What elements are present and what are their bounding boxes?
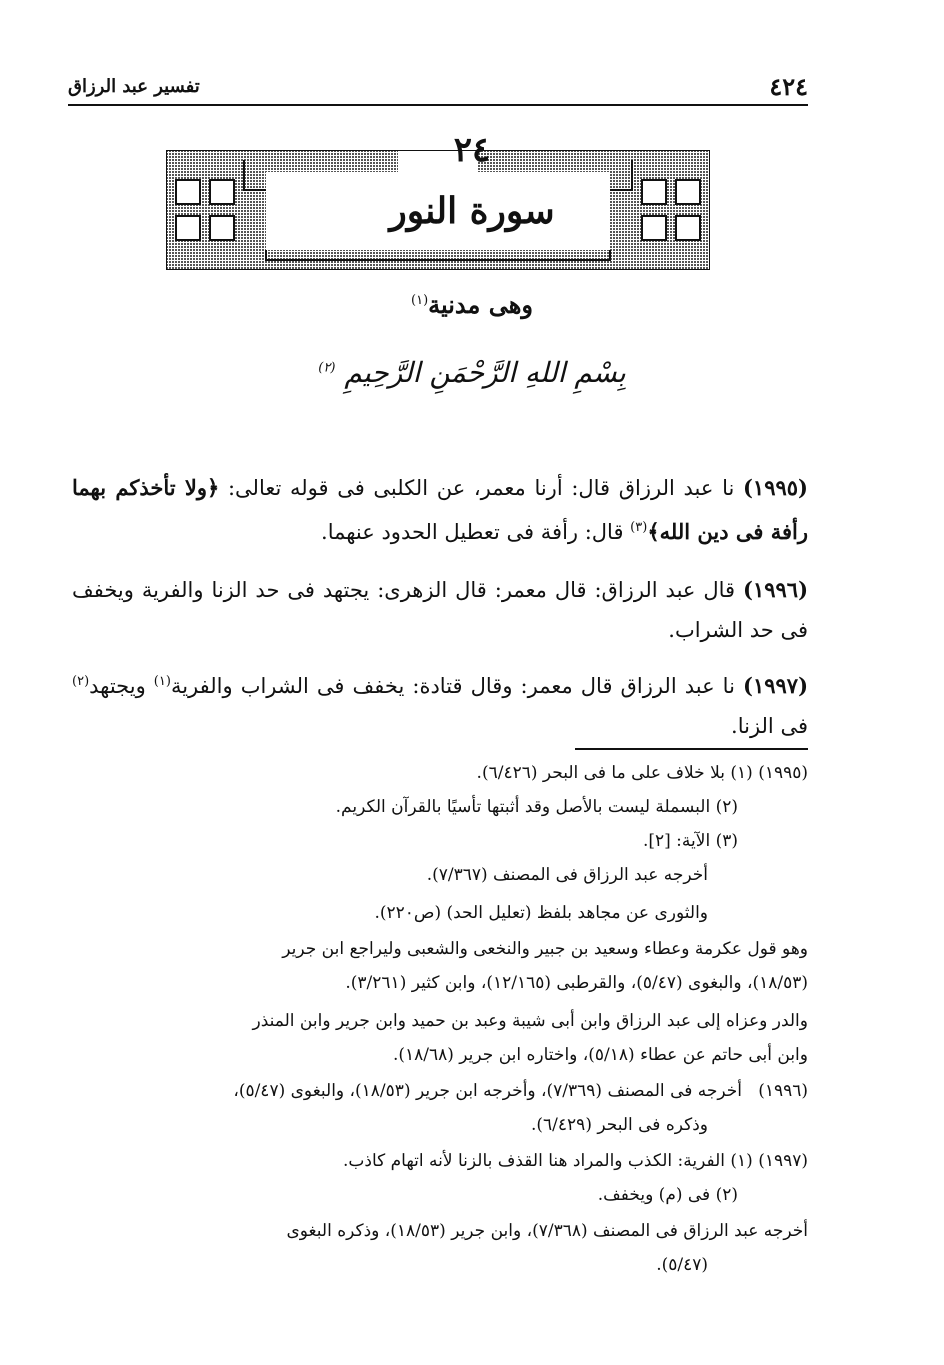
footnote-line: أخرجه عبد الرزاق فى المصنف (٧/٣٦٨)، وابن جرير (١٨/٥٣)، وذكره البغوى xyxy=(286,1221,808,1241)
footnote-line: (٥/٤٧). xyxy=(656,1255,708,1275)
footnote-line: (١٩٩٥) (١) بلا خلاف على ما فى البحر (٦/٤٢٦). xyxy=(476,763,808,783)
footnote-line: (٣) الآية: [٢]. xyxy=(642,831,738,851)
footnote-line: والثورى عن مجاهد بلفظ (تعليل الحد) (ص٢٢٠). xyxy=(374,903,708,923)
sura-name: سورة النور xyxy=(389,190,555,232)
basmala-text: بِسْمِ اللهِ الرَّحْمَنِ الرَّحِيمِ xyxy=(344,356,626,389)
footnote-separator xyxy=(575,748,808,750)
page-number: ٤٢٤ xyxy=(769,72,808,101)
paragraph-1997 xyxy=(72,662,808,746)
paragraph-text: نا عبد الرزاق قال معمر: وقال قتادة: يخفف فى الشراب والفرية xyxy=(170,674,743,698)
paragraph-1995 xyxy=(72,468,808,552)
madaniya-text: وهى مدنية xyxy=(428,290,533,319)
page-header xyxy=(68,70,808,106)
footnote-line: (٢) البسملة ليست بالأصل وقد أثبتها تأسيًا بالقرآن الكريم. xyxy=(335,797,738,817)
footnote-line: أخرجه عبد الرزاق فى المصنف (٧/٣٦٧). xyxy=(426,865,708,885)
paragraph-number: (١٩٩٧) xyxy=(743,673,808,698)
sura-madaniya xyxy=(0,290,944,319)
basmala xyxy=(0,356,944,389)
footnote-ref: (٢) xyxy=(72,674,90,689)
footnote-ref: (٣) xyxy=(630,520,648,535)
footnote-line: (٢) فى (م) ويخفف. xyxy=(597,1185,738,1205)
paragraph-number: (١٩٩٦) xyxy=(743,577,808,602)
footnote-line: (١٨/٥٣)، والبغوى (٥/٤٧)، والقرطبى (١٢/١٦٥)، وابن كثير (٣/٢٦١). xyxy=(345,973,808,993)
paragraph-text: قال: رأفة فى تعطيل الحدود عنهما. xyxy=(321,520,631,544)
footnote-line: وذكره فى البحر (٦/٤٢٩). xyxy=(531,1115,708,1135)
paragraph-number: (١٩٩٥) xyxy=(742,475,808,500)
footnote-number: (١٩٩٦) xyxy=(758,1081,808,1101)
sura-number: ٢٤ xyxy=(453,130,491,170)
footnote-line-1996 xyxy=(72,1076,808,1106)
quran-quote: ﴿ولا تأخذكم بهما رأفة فى دين الله﴾ xyxy=(72,475,808,544)
basmala-ref: (٢) xyxy=(318,360,336,376)
paragraph-text: قال عبد الرزاق: قال معمر: قال الزهرى: يجتهد فى حد الزنا والفرية ويخفف فى حد الشراب. xyxy=(72,578,808,642)
madaniya-ref: (١) xyxy=(411,293,429,308)
footnote-line: (١٩٩٧) (١) الفرية: الكذب والمراد هنا القذف بالزنا لأنه اتهام كاذب. xyxy=(342,1151,808,1171)
footnote-line: وهو قول عكرمة وعطاء وسعيد بن جبير والنخعى والشعبى وليراجع ابن جرير xyxy=(282,939,808,959)
paragraph-text: ويجتهد xyxy=(89,674,154,698)
footnote-line: وابن أبى حاتم عن عطاء (٥/١٨)، واختاره ابن جرير (١٨/٦٨). xyxy=(392,1045,808,1065)
footnote-ref: (١) xyxy=(153,674,171,689)
paragraph-text: نا عبد الرزاق قال: أرنا معمر، عن الكلبى فى قوله تعالى: xyxy=(219,476,743,500)
footnote-text: أخرجه فى المصنف (٧/٣٦٩)، وأخرجه ابن جرير (١٨/٥٣)، والبغوى (٥/٤٧)، xyxy=(233,1081,742,1101)
footnote-line: والدر وعزاه إلى عبد الرزاق وابن أبى شيبة وعبد بن حميد وابن جرير وابن المنذر xyxy=(252,1011,808,1031)
paragraph-1996 xyxy=(72,570,808,650)
paragraph-text: فى الزنا. xyxy=(731,714,808,738)
book-title: تفسير عبد الرزاق xyxy=(68,76,200,97)
